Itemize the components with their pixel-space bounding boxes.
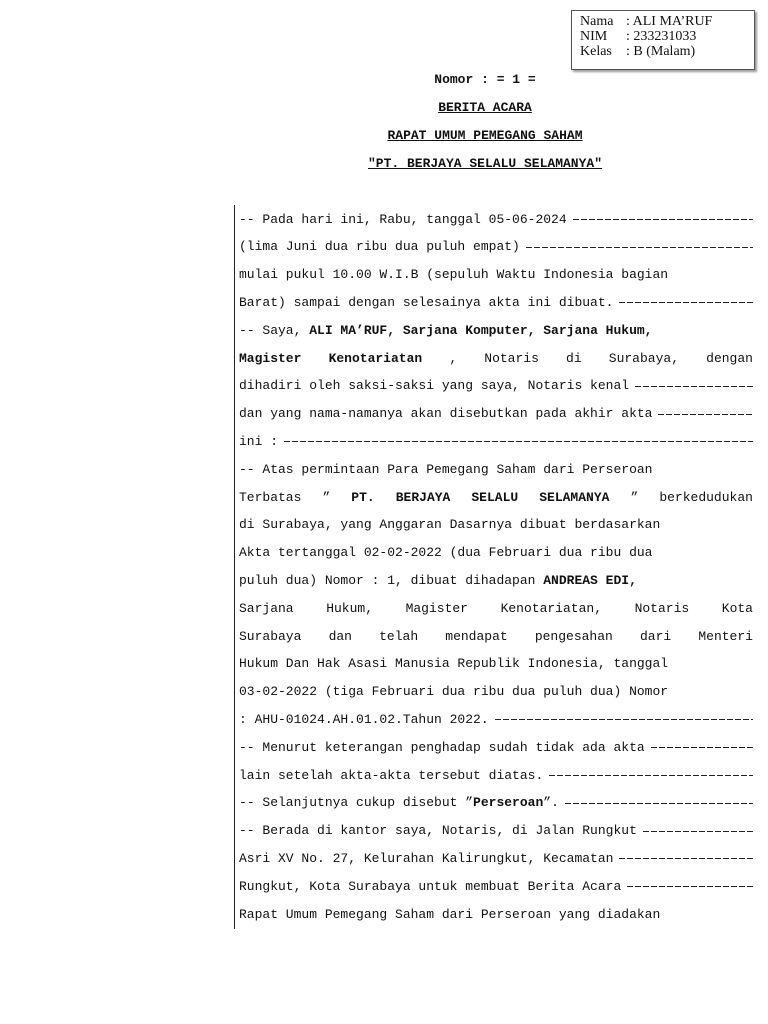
deed-line <box>239 431 753 451</box>
dash-filler <box>549 768 753 782</box>
text-segment: (lima Juni dua ribu dua puluh empat) <box>239 239 520 255</box>
document-title: BERITA ACARA <box>438 100 532 115</box>
word: Menteri <box>698 628 753 644</box>
dash-filler <box>635 379 753 393</box>
identity-value: : ALI MA’RUF <box>626 14 713 29</box>
bold-segment: Perseroan <box>473 795 544 811</box>
deed-line-text <box>239 517 660 532</box>
deed-line-text <box>239 629 753 644</box>
dash-filler <box>526 240 753 254</box>
deed-line-text <box>239 434 278 449</box>
word: Kota <box>721 600 753 616</box>
word: mendapat <box>445 628 508 644</box>
deed-line <box>239 543 753 563</box>
deed-line <box>239 237 753 257</box>
identity-label: NIM <box>580 29 608 44</box>
deed-line <box>239 654 753 674</box>
deed-line <box>239 765 753 785</box>
text-segment: Asri XV No. 27, Kelurahan Kalirungkut, Kecamatan <box>239 850 614 866</box>
identity-row-class <box>580 44 754 59</box>
text-segment: ”. <box>543 795 559 811</box>
dash-filler <box>627 879 753 893</box>
dash-filler <box>619 295 753 309</box>
deed-line <box>239 876 753 896</box>
company-name-heading: "PT. BERJAYA SELALU SELAMANYA" <box>367 156 603 171</box>
text-segment: puluh dua) Nomor : 1, dibuat dihadapan <box>239 572 544 588</box>
deed-line-text <box>239 795 559 810</box>
text-segment: lain setelah akta-akta tersebut diatas. <box>239 767 544 783</box>
deed-line <box>239 848 753 868</box>
word: BERJAYA <box>395 489 451 505</box>
word: Magister <box>405 600 468 616</box>
deed-line-text <box>239 351 753 366</box>
document-subtitle: RAPAT UMUM PEMEGANG SAHAM <box>387 128 583 143</box>
text-segment: -- Berada di kantor saya, Notaris, di Jalan Rungkut <box>239 823 637 839</box>
deed-line <box>239 209 753 229</box>
text-segment: dan yang nama-namanya akan disebutkan pada akhir akta <box>239 406 653 422</box>
bold-segment: ANDREAS EDI, <box>543 572 637 588</box>
word: PT. <box>351 489 375 505</box>
dash-filler <box>284 434 753 448</box>
text-segment: Barat) sampai dengan selesainya akta ini dibuat. <box>239 294 614 310</box>
deed-line <box>239 487 753 507</box>
deed-line <box>239 320 753 340</box>
text-segment: -- Selanjutnya cukup disebut ” <box>239 795 474 811</box>
identity-label: Kelas <box>580 44 612 59</box>
deed-line-text <box>239 378 629 393</box>
deed-line-text <box>239 879 621 894</box>
word: Surabaya, <box>608 350 679 366</box>
dash-filler <box>643 824 753 838</box>
deed-line-text <box>239 573 637 588</box>
student-identity-box <box>571 10 755 70</box>
deed-line-text <box>239 823 637 838</box>
deed-line <box>239 904 753 924</box>
word: telah <box>379 628 419 644</box>
deed-line-text <box>239 267 668 282</box>
word: Notaris <box>634 600 690 616</box>
word: Hukum, <box>326 600 373 616</box>
text-segment: -- Pada hari ini, Rabu, tanggal 05-06-2024 <box>239 211 567 227</box>
text-segment: ini : <box>239 433 279 449</box>
deed-line-text <box>239 601 753 616</box>
dash-filler <box>658 407 753 421</box>
deed-line <box>239 376 753 396</box>
text-segment: 03-02-2022 (tiga Februari dua ribu dua puluh dua) Nomor <box>239 684 669 700</box>
word: ” <box>322 489 331 505</box>
word: berkedudukan <box>659 489 753 505</box>
deed-line <box>239 598 753 618</box>
word: SELALU <box>471 489 519 505</box>
deed-line <box>239 292 753 312</box>
deed-body <box>234 205 753 929</box>
word: dengan <box>706 350 753 366</box>
dash-filler <box>651 740 753 754</box>
word: dari <box>639 628 672 644</box>
deed-line-text <box>239 712 489 727</box>
deed-line-text <box>239 490 753 505</box>
identity-value: : 233231033 <box>626 29 697 44</box>
deed-line-text <box>239 656 668 671</box>
text-segment: -- Menurut keterangan penghadap sudah tidak ada akta <box>239 739 645 755</box>
word: Magister <box>239 350 302 366</box>
identity-row-name <box>580 14 754 29</box>
word: Terbatas <box>239 489 302 505</box>
deed-line-text <box>239 684 668 699</box>
deed-line-text <box>239 545 652 560</box>
deed-line-text <box>239 907 660 922</box>
text-segment: Rapat Umum Pemegang Saham dari Perseroan yang diadakan <box>239 906 661 922</box>
deed-line <box>239 682 753 702</box>
text-segment: -- Atas permintaan Para Pemegang Saham dari Perseroan <box>239 461 653 477</box>
word: SELAMANYA <box>539 489 610 505</box>
word: dan <box>328 628 352 644</box>
dash-filler <box>619 851 753 865</box>
deed-line-text <box>239 212 567 227</box>
deed-line-text <box>239 239 520 254</box>
deed-line-text <box>239 768 543 783</box>
word: Sarjana <box>239 600 294 616</box>
deed-line-text <box>239 406 652 421</box>
text-segment: dihadiri oleh saksi-saksi yang saya, Notaris kenal <box>239 378 630 394</box>
word: Kenotariatan <box>328 350 423 366</box>
identity-label: Nama <box>580 14 614 29</box>
deed-line <box>239 709 753 729</box>
deed-line <box>239 265 753 285</box>
text-segment: Hukum Dan Hak Asasi Manusia Republik Indonesia, tanggal <box>239 656 669 672</box>
word: pengesahan <box>534 628 613 644</box>
deed-line <box>239 626 753 646</box>
deed-line <box>239 404 753 424</box>
text-segment: Rungkut, Kota Surabaya untuk membuat Berita Acara <box>239 878 622 894</box>
word: , <box>449 350 458 366</box>
deed-line-text <box>239 323 652 338</box>
deed-line <box>239 348 753 368</box>
dash-filler <box>565 796 753 810</box>
document-number: Nomor : = 1 = <box>434 72 536 87</box>
word: Notaris <box>484 350 539 366</box>
text-segment: mulai pukul 10.00 W.I.B (sepuluh Waktu Indonesia bagian <box>239 267 669 283</box>
dash-filler <box>573 212 753 226</box>
text-segment: Akta tertanggal 02-02-2022 (dua Februari dua ribu dua <box>239 545 653 561</box>
word: di <box>566 350 582 366</box>
deed-line-text <box>239 295 613 310</box>
text-segment: di Surabaya, yang Anggaran Dasarnya dibuat berdasarkan <box>239 517 661 533</box>
deed-line <box>239 459 753 479</box>
deed-line-text <box>239 462 652 477</box>
identity-row-nim <box>580 29 754 44</box>
deed-line <box>239 821 753 841</box>
word: Kenotariatan, <box>500 600 602 616</box>
deed-line <box>239 515 753 535</box>
text-segment: : AHU-01024.AH.01.02.Tahun 2022. <box>239 711 489 727</box>
bold-segment: ALI MA’RUF, Sarjana Komputer, Sarjana Hukum, <box>309 322 653 338</box>
word: Surabaya <box>239 628 302 644</box>
dash-filler <box>495 712 753 726</box>
deed-line-text <box>239 740 645 755</box>
deed-line-text <box>239 851 613 866</box>
word: ” <box>630 489 639 505</box>
deed-line <box>239 570 753 590</box>
text-segment: -- Saya, <box>239 322 310 338</box>
deed-line <box>239 793 753 813</box>
deed-line <box>239 737 753 757</box>
identity-value: : B (Malam) <box>626 44 696 59</box>
